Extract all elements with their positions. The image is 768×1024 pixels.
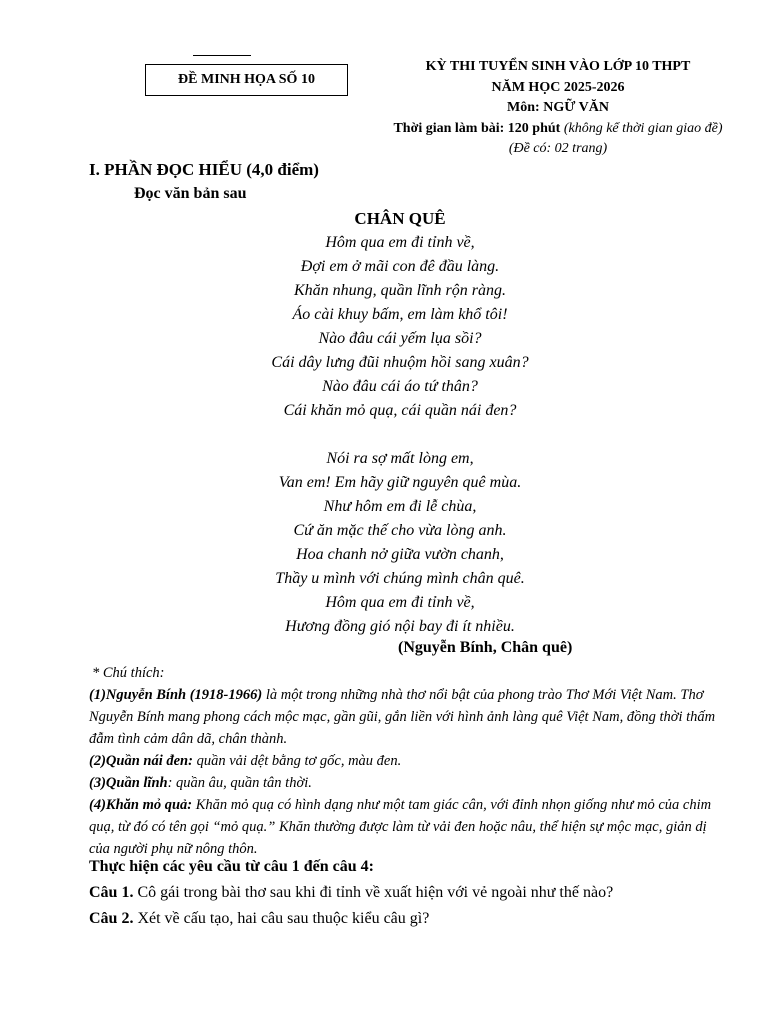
stanza-gap: [0, 423, 768, 447]
footnote-term: (1)Nguyễn Bính (1918-1966): [89, 687, 263, 703]
footnote-text: : quần âu, quần tân thời.: [167, 775, 312, 791]
poem-line: Áo cài khuy bấm, em làm khổ tôi!: [292, 306, 508, 323]
time-note: (không kể thời gian giao đề): [563, 120, 723, 136]
question-2: [89, 910, 429, 928]
footnote-1: [89, 684, 719, 750]
footnote-term: (4)Khăn mỏ quả:: [89, 797, 193, 813]
section-heading: I. PHẦN ĐỌC HIỂU (4,0 điểm): [89, 160, 319, 179]
question-label: Câu 1.: [89, 884, 134, 901]
top-rule: [193, 55, 251, 56]
question-text: Cô gái trong bài thơ sau khi đi tỉnh về xuất hiện với vẻ ngoài như thế nào?: [133, 884, 614, 901]
footnotes: [89, 662, 719, 860]
footnote-text: Khăn mỏ quạ có hình dạng như một tam giác cân, với đỉnh nhọn giống như mỏ của chim quạ, từ đó có tên gọi “mỏ quạ.” Khăn thường được làm từ vải đen hoặc nâu, thể hiện sự mộc mạc, giản dị của người phụ nữ nông thôn.: [89, 797, 712, 857]
task-instruction: Thực hiện các yêu cầu từ câu 1 đến câu 4:: [89, 858, 374, 875]
poem-line: Van em! Em hãy giữ nguyên quê mùa.: [278, 474, 522, 491]
question-text: Xét về cấu tạo, hai câu sau thuộc kiểu câu gì?: [133, 910, 430, 927]
poem-line: Hôm qua em đi tỉnh về,: [325, 594, 475, 611]
poem-title: CHÂN QUÊ: [354, 209, 446, 228]
poem-line: Thầy u mình với chúng mình chân quê.: [275, 570, 525, 587]
exam-box-label: ĐỀ MINH HỌA SỐ 10: [145, 64, 348, 96]
poem-line: Đợi em ở mãi con đê đầu làng.: [300, 258, 500, 275]
question-label: Câu 2.: [89, 910, 134, 927]
question-1: [89, 884, 613, 902]
poem-line: Nói ra sợ mất lòng em,: [326, 450, 474, 467]
poem-line: Như hôm em đi lễ chùa,: [323, 498, 477, 515]
school-year: NĂM HỌC 2025-2026: [491, 79, 625, 95]
poem-line: Hương đồng gió nội bay đi ít nhiều.: [285, 618, 515, 635]
footnote-3: [89, 772, 719, 794]
reading-instruction: Đọc văn bản sau: [134, 185, 247, 202]
subject: Môn: NGỮ VĂN: [507, 100, 609, 115]
footnote-term: (3)Quần lĩnh: [89, 775, 168, 791]
footnote-2: [89, 750, 719, 772]
footnote-4: [89, 794, 719, 860]
exam-title: KỲ THI TUYỂN SINH VÀO LỚP 10 THPT: [425, 59, 691, 74]
poem-line: Hoa chanh nở giữa vườn chanh,: [296, 546, 504, 563]
poem-line: Hôm qua em đi tỉnh về,: [325, 234, 475, 251]
poem: [0, 207, 768, 639]
poem-line: Cứ ăn mặc thế cho vừa lòng anh.: [293, 522, 507, 539]
footnote-text: quần vải dệt bằng tơ gốc, màu đen.: [192, 753, 402, 769]
poem-line: Nào đâu cái yếm lụa sồi?: [318, 330, 482, 347]
pages-note: (Đề có: 02 trang): [508, 141, 608, 156]
poem-line: Cái khăn mỏ quạ, cái quần nái đen?: [283, 402, 517, 419]
poem-line: Khăn nhung, quần lĩnh rộn ràng.: [293, 282, 506, 299]
poem-line: Nào đâu cái áo tứ thân?: [322, 378, 478, 395]
poem-line: Cái dây lưng đũi nhuộm hồi sang xuân?: [271, 354, 529, 371]
footnote-text: là một trong những nhà thơ nổi bật của phong trào Thơ Mới Việt Nam. Thơ Nguyễn Bính mang phong cách mộc mạc, gần gũi, gắn liền với hình ảnh làng quê Việt Nam, đồng thời thấm đẫm tình cảm dân dã, chân thành.: [89, 687, 716, 747]
footnote-term: (2)Quần nái đen:: [89, 753, 193, 769]
time-row: [378, 119, 738, 140]
time-label: Thời gian làm bài: 120 phút: [393, 120, 561, 136]
footnotes-heading: * Chú thích:: [92, 665, 165, 681]
exam-header: [378, 57, 738, 160]
poem-source: (Nguyễn Bính, Chân quê): [398, 639, 573, 656]
